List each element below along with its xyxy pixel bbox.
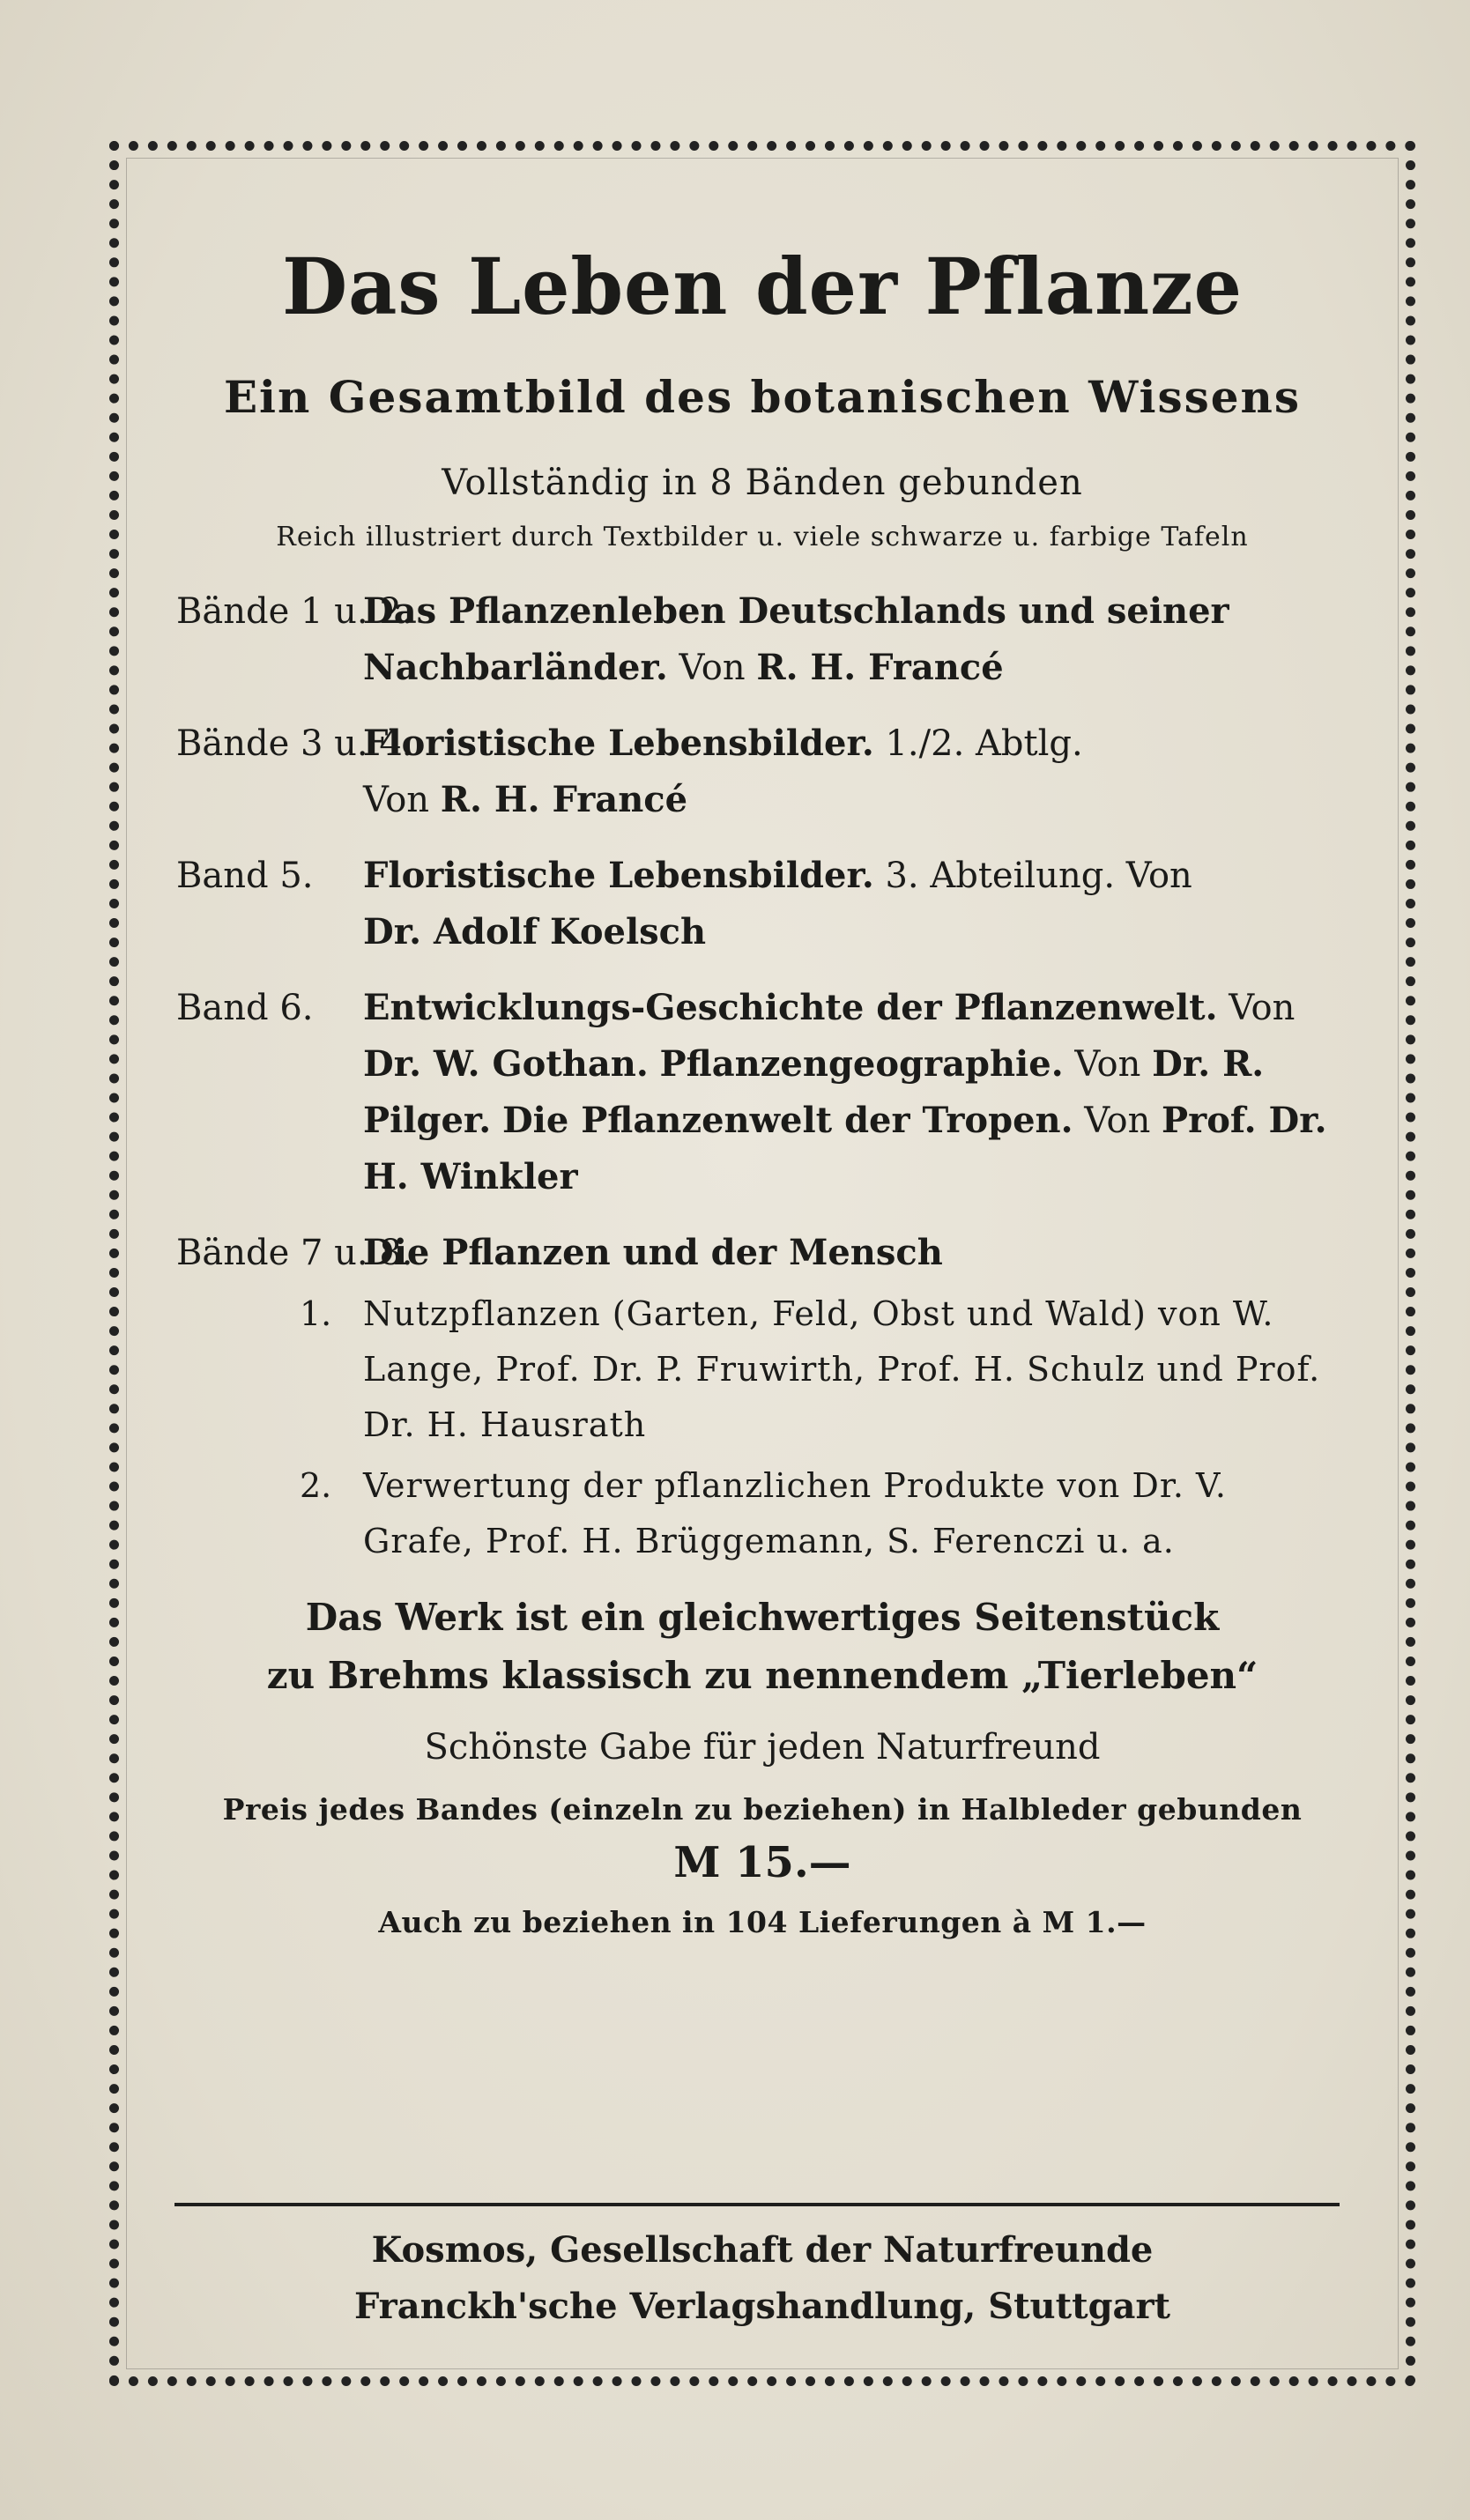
volume-work: Die Pflanzen und der Mensch: [363, 1232, 943, 1273]
advertisement-content: [176, 238, 1348, 1945]
list-item-number: 1.: [300, 1294, 332, 1333]
volume-label: Band 6.: [176, 988, 314, 1028]
volume-work: Floristische Lebensbilder.: [363, 723, 874, 764]
list-item-number: 2.: [300, 1466, 332, 1505]
volume-author: Dr. Adolf Koelsch: [363, 911, 707, 952]
statement-line-1: Das Werk ist ein gleichwertiges Seitenstück: [305, 1596, 1220, 1639]
volume-by: Von: [1229, 988, 1296, 1028]
price: M 15.—: [673, 1838, 851, 1887]
list-item-text: Verwertung der pflanzlichen Produkte von Dr. V. Grafe, Prof. H. Brüggemann, S. Ferenczi u. a.: [363, 1466, 1227, 1560]
list-item: [176, 1286, 1348, 1453]
volume-work: Entwicklungs-Geschichte der Pflanzenwelt.: [363, 987, 1218, 1028]
volume-by: Von: [679, 648, 746, 688]
gift-line: Schönste Gabe für jeden Naturfreund: [424, 1727, 1101, 1768]
volume-label: Bände 3 u. 4.: [176, 723, 413, 764]
volume-author: Dr. R. Pilger.: [363, 1043, 1265, 1141]
list-item-text: Nutzpflanzen (Garten, Feld, Obst und Wald) von W. Lange, Prof. Dr. P. Fruwirth, Prof. H. Schulz und Prof. Dr. H. Hausrath: [363, 1294, 1321, 1444]
page-title: Das Leben der Pflanze: [282, 241, 1243, 332]
volume-by: Von: [1084, 1101, 1151, 1141]
edition-note: Vollständig in 8 Bänden gebunden: [442, 463, 1083, 503]
installments-line: Auch zu beziehen in 104 Lieferungen à M 1.—: [378, 1905, 1147, 1939]
volume-author: R. H. Francé: [440, 779, 688, 820]
volume-by: Von: [1125, 856, 1192, 896]
price-line: Preis jedes Bandes (einzeln zu beziehen) in Halbleder gebunden: [222, 1792, 1303, 1827]
publisher-block: [176, 2222, 1348, 2335]
volume-label: Band 5.: [176, 856, 314, 896]
publisher-line-1: Kosmos, Gesellschaft der Naturfreunde: [371, 2229, 1154, 2271]
volume-work: Das Pflanzenleben Deutschlands und seiner Nachbarländer.: [363, 590, 1229, 688]
volume-entry-5: [176, 848, 1348, 960]
volume-work: Pflanzengeographie.: [659, 1043, 1064, 1085]
volume-author: Prof. Dr. H. Winkler: [363, 1100, 1327, 1197]
publisher-line-2: Franckh'sche Verlagshandlung, Stuttgart: [353, 2286, 1171, 2327]
volume-entry-6: [176, 980, 1348, 1205]
volume-work: Floristische Lebensbilder.: [363, 855, 874, 896]
volume-entry-3-4: [176, 715, 1348, 828]
volume-by: Von: [1074, 1044, 1141, 1085]
divider-rule: [174, 2203, 1340, 2206]
illustration-note: Reich illustriert durch Textbilder u. viele schwarze u. farbige Tafeln: [276, 522, 1249, 552]
volume-entry-1-2: [176, 583, 1348, 696]
volume-author: R. H. Francé: [756, 647, 1004, 688]
list-item: [176, 1458, 1348, 1569]
volume-part: 3. Abteilung.: [885, 856, 1116, 896]
volume-work: Die Pflanzenwelt der Tropen.: [501, 1100, 1073, 1141]
volume-label: Bände 1 u. 2.: [176, 591, 413, 632]
volume-entry-7-8: [176, 1225, 1348, 1281]
volume-author: Dr. W. Gothan.: [363, 1043, 649, 1085]
subtitle: Ein Gesamtbild des botanischen Wissens: [223, 371, 1302, 423]
volume-part: 1./2. Abtlg.: [885, 723, 1083, 764]
volume-by: Von: [363, 780, 430, 820]
volume-label: Bände 7 u. 8.: [176, 1233, 413, 1273]
statement-line-2: zu Brehms klassisch zu nennendem „Tierleben“: [266, 1654, 1258, 1697]
